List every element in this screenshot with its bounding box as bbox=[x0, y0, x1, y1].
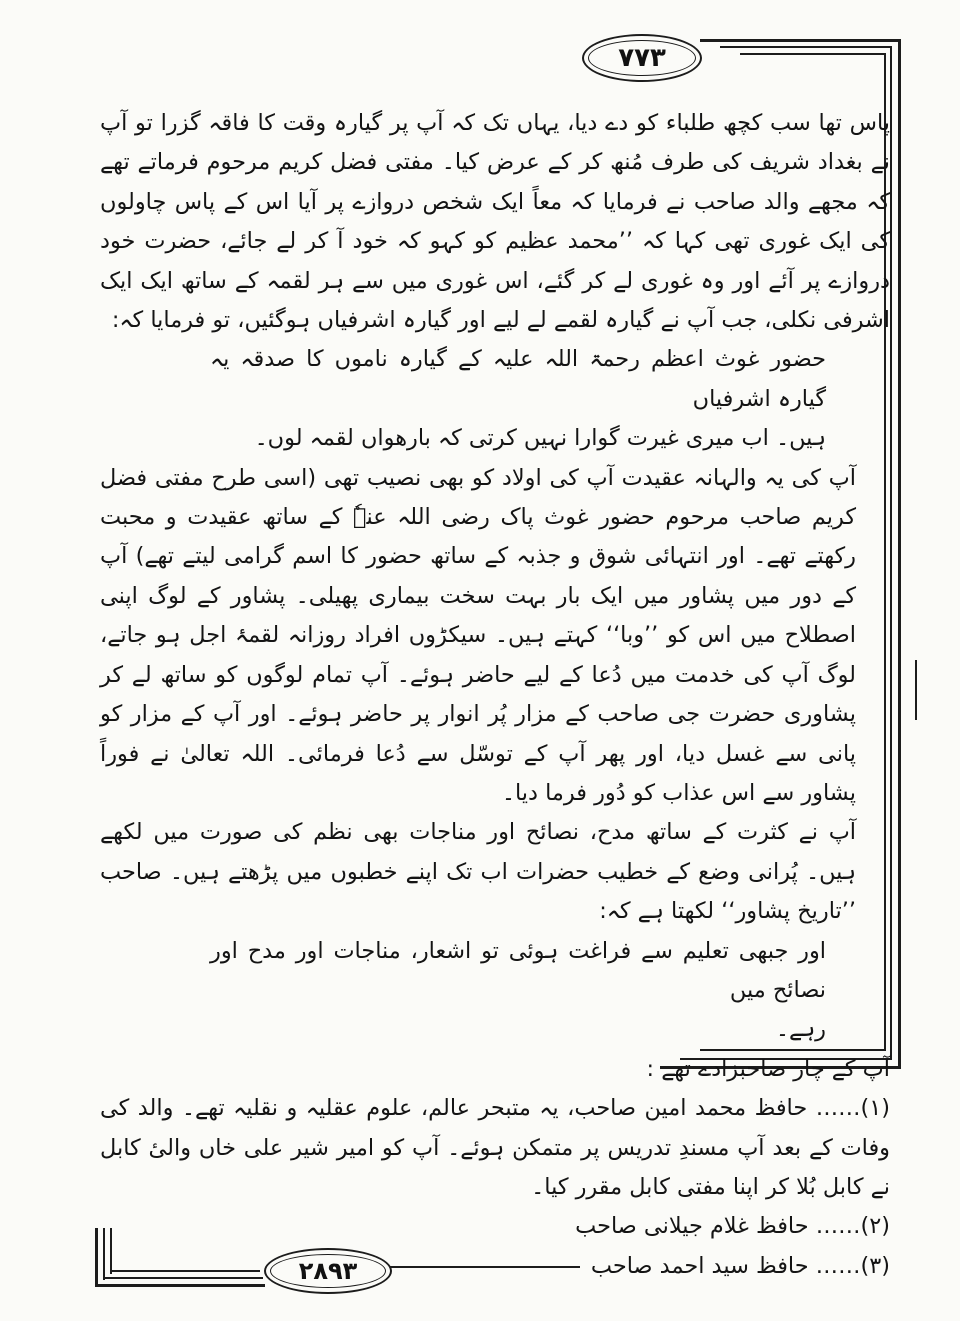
son-entry-3: (۳)…… حافظ سید احمد صاحب bbox=[590, 1252, 890, 1279]
top-page-number-badge bbox=[582, 34, 702, 82]
quote-history-line-1: اور جبھی تعلیم سے فراغت ہوئی تو اشعار، مناجات اور مدح اور نصائح میں bbox=[210, 937, 826, 1003]
side-bracket-line bbox=[915, 660, 917, 720]
frame-top-line-1 bbox=[700, 39, 900, 42]
quote-history-line-2: رہے۔ bbox=[775, 1016, 826, 1043]
bottom-page-number: ۲۸۹۳ bbox=[298, 1257, 358, 1285]
frame-right-line-1 bbox=[898, 39, 901, 1067]
frame-top-line-2 bbox=[720, 46, 892, 48]
paragraph-poetry: آپ نے کثرت کے ساتھ مدح، نصائح اور مناجات بھی نظم کی صورت میں لکھے ہیں۔ پُرانی وضع کے خطیب حضرات اب تک اپنے خطبوں میں پڑھتے ہیں۔ صاحب ’’تاریخ پشاور‘‘ لکھتا ہے کہ: bbox=[100, 819, 856, 925]
paragraph-devotion: آپ کی یہ والہانہ عقیدت آپ کی اولاد کو بھی نصیب تھی (اسی طرح مفتی فضل کریم صاحب مرحوم حضور غوث پاک رضی اللہ عنہٗ کے ساتھ عقیدت و محبت رکھتے تھے۔ اور انتہائی شوق و جذبہ کے ساتھ حضور کا اسم گرامی لیتے تھے) آپ کے دور میں پشاور میں ایک بار بہت سخت بیماری پھیلی۔ پشاور کے لوگ اپنی اصطلاح میں اس کو ’’وبا‘‘ کہتے ہیں۔ سیکڑوں افراد روزانہ لقمۂ اجل ہو جاتے، لوگ آپ کی خدمت میں دُعا کے لیے حاضر ہوئے۔ آپ تمام لوگوں کو ساتھ لے کر پشاوری حضرت جی صاحب کے مزار پُر انوار پر حاضر ہوئے۔ اور آپ کے مزار کو پانی سے غسل دیا، اور پھر آپ کے توسّل سے دُعا فرمائی۔ اللہ تعالیٰ نے فوراً پشاور سے اس عذاب کو دُور فرما دیا۔ bbox=[100, 464, 856, 806]
top-page-number: ۷۷۳ bbox=[618, 43, 666, 73]
frame-left-side-1 bbox=[95, 1228, 98, 1286]
quote-line-2: ہیں۔ اب میری غیرت گوارا نہیں کرتی کہ بارھواں لقمہ لوں۔ bbox=[254, 425, 826, 452]
sons-heading: آپ کے چار صاحبزادے تھے : bbox=[646, 1055, 890, 1082]
page-body-text bbox=[100, 104, 890, 1286]
son-entry-2: (۲)…… حافظ غلام جیلانی صاحب bbox=[575, 1213, 890, 1240]
quote-line-1: حضور غوث اعظم رحمۃ اللہ علیہ کے گیارہ ناموں کا صدقہ یہ گیارہ اشرفیاں bbox=[210, 346, 826, 412]
frame-right-line-2 bbox=[890, 46, 892, 1058]
frame-top-line-3 bbox=[740, 53, 886, 55]
paragraph-opening: پاس تھا سب کچھ طلباء کو دے دیا، یہاں تک کہ آپ پر گیارہ وقت کا فاقہ گزرا تو آپ نے بغداد شریف کی طرف مُنھ کر کے عرض کیا۔ مفتی فضل کریم مرحوم فرماتے تھے کہ مجھے والد صاحب نے فرمایا کہ معاً ایک شخص دروازے پر آیا اس کے پاس چاولوں کی ایک غوری تھی کہا کہ ’’محمد عظیم کو کہو کہ خود آ کر لے جائے، حضرت خود دروازے پر آئے اور وہ غوری لے کر گئے، اس غوری میں سے ہر لقمہ کے ساتھ ایک ایک اشرفی نکلی، جب آپ نے گیارہ لقمے لے لیے اور گیارہ اشرفیاں ہوگئیں، تو فرمایا کہ: bbox=[100, 110, 890, 334]
son-entry-1: (۱)…… حافظ محمد امین صاحب، یہ متبحر عالم، علوم عقلیہ و نقلیہ تھے۔ والد کی وفات کے بعد آپ مسندِ تدریس پر متمکن ہوئے۔ آپ کو امیر شیر علی خاں والیٔ کابل نے کابل بُلا کر اپنا مفتی کابل مقرر کیا۔ bbox=[100, 1095, 890, 1200]
